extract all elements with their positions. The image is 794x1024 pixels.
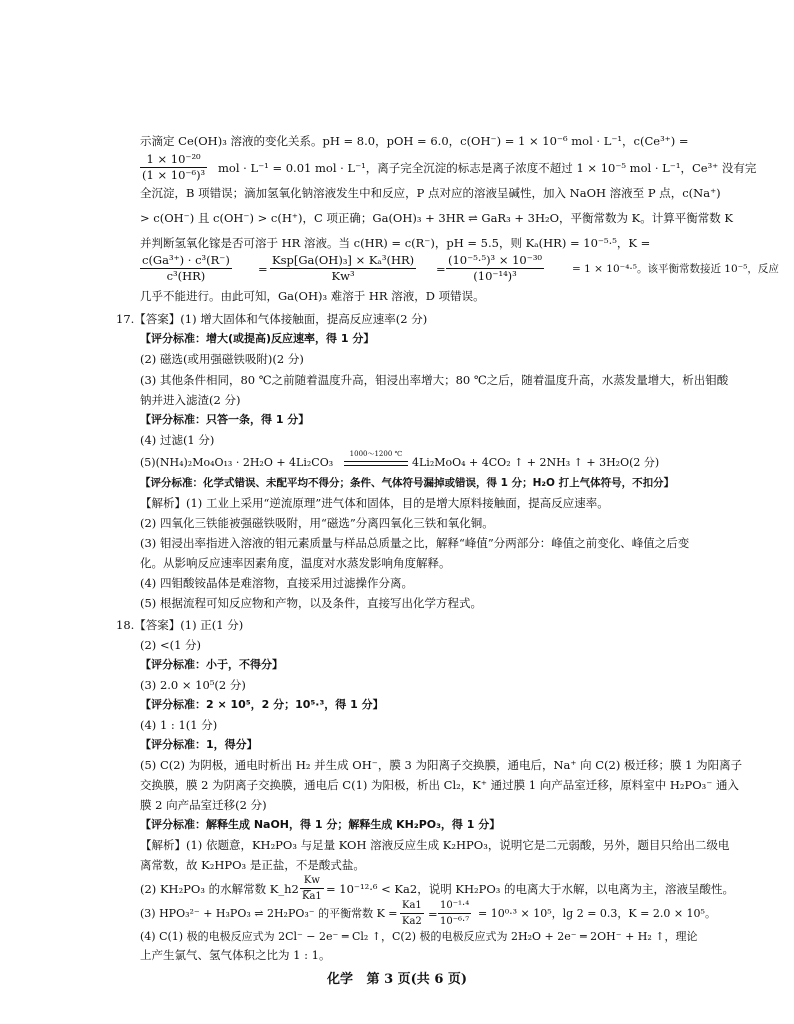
text-line: = 1 × 10⁻⁴·⁵。该平衡常数接近 10⁻⁵，反应 [572, 263, 779, 275]
text-line: (4) C(1) 极的电极反应式为 2Cl⁻ − 2e⁻ ═ Cl₂ ↑，C(2) 极的电极反应式为 2H₂O + 2e⁻ ═ 2OH⁻ + H₂ ↑，理论 [140, 930, 698, 943]
text-line: (5) 根据流程可知反应物和产物，以及条件，直接写出化学方程式。 [140, 596, 482, 610]
scoring-standard: 【评分标准：2 × 10⁵，2 分；10⁵·³，得 1 分】 [140, 698, 384, 711]
footer-subject: 化学 [326, 972, 353, 987]
equation-reactants: (5)(NH₄)₂Mo₄O₁₃ · 2H₂O + 4Li₂CO₃ [140, 456, 334, 469]
fraction [300, 873, 324, 904]
fraction-numerator: c(Ga³⁺) · c³(R⁻) [142, 253, 230, 267]
equation-products: 4Li₂MoO₄ + 4CO₂ ↑ + 2NH₃ ↑ + 3H₂O(2 分) [412, 456, 660, 469]
text-line: (2) <(1 分) [140, 638, 202, 652]
scoring-standard: 【评分标准：化学式错误、未配平均不得分；条件、气体符号漏掉或错误，得 1 分；H₂O 打上气体符号，不扣分】 [140, 477, 675, 489]
text-line: 示滴定 Ce(OH)₃ 溶液的变化关系。pH = 8.0，pOH = 6.0，c(OH⁻) = 1 × 10⁻⁶ mol · L⁻¹，c(Ce³⁺) = [140, 134, 689, 148]
fraction [270, 253, 416, 284]
text-line: (3) 2.0 × 10⁵(2 分) [140, 678, 246, 692]
question-17-answer: 17.【答案】(1) 增大固体和气体接触面，提高反应速率(2 分) [116, 312, 428, 326]
text-line: (4) 四钼酸铵晶体是难溶物，直接采用过滤操作分离。 [140, 576, 413, 590]
text-line: 交换膜，膜 2 为阴离子交换膜，通电后 C(1) 为阳极，析出 Cl₂，K⁺ 通过膜 1 向产品室迁移，原料室中 H₂PO₃⁻ 通入 [140, 778, 740, 792]
text-line: (2) 四氧化三铁能被强磁铁吸附，用“磁选”分离四氧化三铁和氧化铜。 [140, 516, 494, 530]
fraction-denominator: (10⁻¹⁴)³ [473, 269, 517, 283]
footer-page-number: 第 3 页(共 6 页) [366, 972, 468, 987]
fraction [140, 152, 207, 183]
fraction-denominator: Kw³ [331, 269, 355, 283]
fraction-numerator: 1 × 10⁻²⁰ [140, 152, 207, 168]
equals-sign: = [258, 262, 268, 276]
fraction [446, 253, 544, 284]
equals-sign: = [436, 262, 446, 276]
text-line: = 10⁻¹²·⁶ < Ka2，说明 KH₂PO₃ 的电离大于水解，以电离为主，溶液呈酸性。 [326, 882, 735, 896]
fraction-numerator: Kw [300, 873, 324, 889]
fraction-numerator: (10⁻⁵·⁵)³ × 10⁻³⁰ [448, 253, 543, 267]
text-line: 全沉淀，B 项错误；滴加氢氧化钠溶液发生中和反应，P 点对应的溶液呈碱性，加入 NaOH 溶液至 P 点，c(Na⁺) [140, 186, 721, 200]
fraction [400, 898, 424, 929]
scoring-standard: 【评分标准：1，得分】 [140, 738, 258, 751]
reaction-arrow [344, 461, 408, 466]
scoring-standard: 【评分标准：只答一条，得 1 分】 [140, 413, 310, 426]
fraction-denominator: Ka2 [402, 916, 422, 927]
page-footer [0, 968, 794, 987]
text-line: = 10⁰·³ × 10⁵，lg 2 = 0.3，K = 2.0 × 10⁵。 [478, 907, 716, 920]
text-line: (2) KH₂PO₃ 的水解常数 K_h2 = [140, 882, 313, 896]
fraction-denominator: Ka1 [302, 891, 322, 902]
text-line: (4) 1 : 1(1 分) [140, 718, 218, 732]
fraction-denominator: 10⁻⁶·⁷ [440, 916, 470, 927]
fraction-numerator: 10⁻¹·⁴ [438, 898, 471, 914]
fraction-denominator: (1 × 10⁻⁶)³ [142, 168, 206, 182]
text-line: 化。从影响反应速率因素角度，温度对水蒸发影响角度解释。 [140, 556, 451, 570]
fraction-numerator: Ksp[Ga(OH)₃] × Kₐ³(HR) [272, 253, 415, 267]
scoring-standard: 【评分标准：增大(或提高)反应速率，得 1 分】 [140, 332, 375, 345]
text-line: 并判断氢氧化镓是否可溶于 HR 溶液。当 c(HR) = c(R⁻)，pH = 5.5，则 Kₐ(HR) = 10⁻⁵·⁵，K = [140, 236, 651, 250]
text-line: 上产生氯气、氢气体积之比为 1 : 1。 [140, 948, 331, 962]
text-line: 钠并进入滤渣(2 分) [140, 393, 241, 407]
text-line: (3) 其他条件相同，80 ℃之前随着温度升高，钼浸出率增大；80 ℃之后，随着温度升高，水蒸发量增大，析出钼酸 [140, 373, 729, 387]
text-line: 【解析】(1) 工业上采用“逆流原理”进气体和固体，目的是增大原料接触面，提高反应速率。 [140, 496, 609, 510]
question-18-answer: 18.【答案】(1) 正(1 分) [116, 618, 244, 632]
text-line: mol · L⁻¹ = 0.01 mol · L⁻¹，离子完全沉淀的标志是离子浓度不超过 1 × 10⁻⁵ mol · L⁻¹，Ce³⁺ 没有完 [218, 161, 757, 175]
fraction-numerator: Ka1 [400, 898, 424, 914]
text-line: (3) 钼浸出率指进入溶液的钼元素质量与样品总质量之比，解释“峰值”分两部分：峰值之前变化、峰值之后变 [140, 536, 690, 550]
text-line: > c(OH⁻) 且 c(OH⁻) > c(H⁺)，C 项正确；Ga(OH)₃ + 3HR ⇌ GaR₃ + 3H₂O，平衡常数为 K。计算平衡常数 K [140, 211, 734, 225]
reaction-condition: 1000～1200 ℃ [349, 450, 403, 458]
equals-sign: = [428, 907, 438, 921]
scoring-standard: 【评分标准：小于，不得分】 [140, 658, 283, 671]
text-line: 【解析】(1) 依题意，KH₂PO₃ 与足量 KOH 溶液反应生成 K₂HPO₃，说明它是二元弱酸，另外，题目只给出二级电 [140, 838, 730, 852]
scoring-standard: 【评分标准：解释生成 NaOH，得 1 分；解释生成 KH₂PO₃，得 1 分】 [140, 818, 501, 831]
text-line: (4) 过滤(1 分) [140, 433, 215, 447]
text-line: (2) 磁选(或用强磁铁吸附)(2 分) [140, 352, 304, 366]
fraction [140, 253, 232, 284]
text-line: (3) HPO₃²⁻ + H₃PO₃ ⇌ 2H₂PO₃⁻ 的平衡常数 K = [140, 907, 398, 920]
fraction-denominator: c³(HR) [166, 269, 206, 283]
text-line: (5) C(2) 为阴极，通电时析出 H₂ 并生成 OH⁻，膜 3 为阳离子交换膜，通电后，Na⁺ 向 C(2) 极迁移；膜 1 为阳离子 [140, 758, 743, 772]
text-line: 膜 2 向产品室迁移(2 分) [140, 798, 267, 812]
text-line: 几乎不能进行。由此可知，Ga(OH)₃ 难溶于 HR 溶液，D 项错误。 [140, 289, 485, 303]
text-line: 离常数，故 K₂HPO₃ 是正盐，不是酸式盐。 [140, 858, 365, 872]
fraction [438, 898, 471, 929]
